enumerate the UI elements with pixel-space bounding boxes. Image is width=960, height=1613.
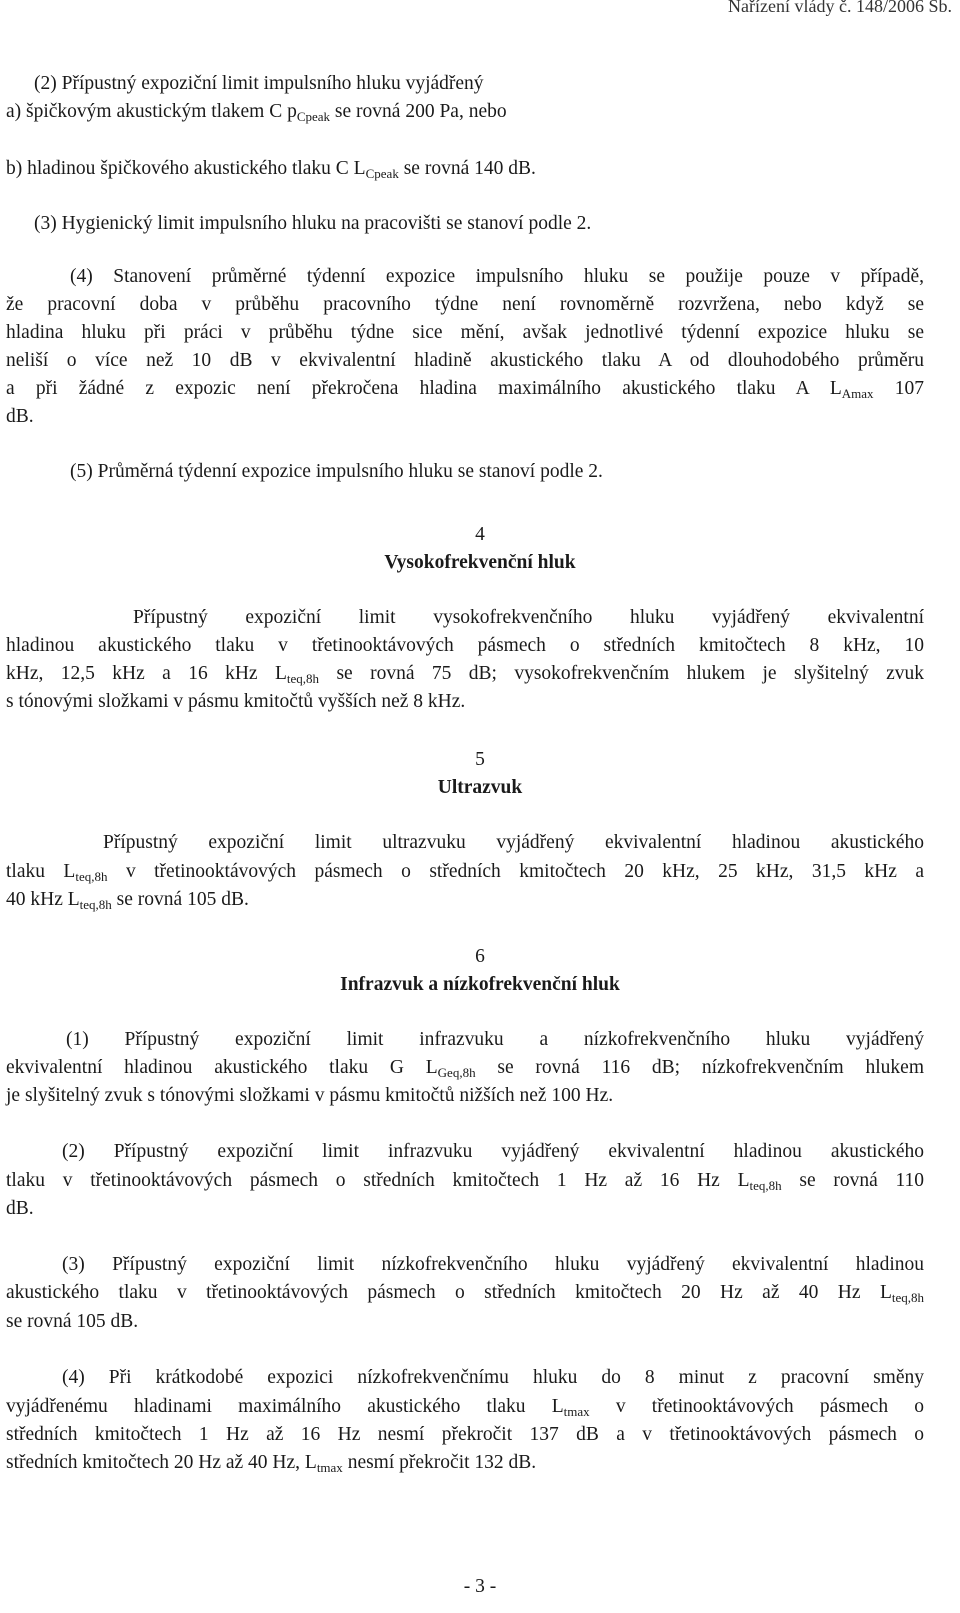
section-6-p3-line-1: (3) Přípustný expoziční limit nízkofrekvenčního hluku vyjádřený ekvivalentní hladinou: [62, 1254, 924, 1275]
section-6-p4-line-3: středních kmitočtech 1 Hz až 16 Hz nesmí překročit 137 dB a v třetinooktávových pásmech o: [6, 1424, 924, 1445]
section-6-p1-line-3: je slyšitelný zvuk s tónovými složkami v pásmu kmitočtů nižších než 100 Hz.: [6, 1085, 614, 1106]
section-6-p4-line-1: (4) Při krátkodobé expozici nízkofrekvenčnímu hluku do 8 minut z pracovní směny: [62, 1367, 924, 1388]
paragraph-2-intro: (2) Přípustný expoziční limit impulsního hluku vyjádřený: [34, 73, 484, 94]
paragraph-4-line-3: hladina hluku při práci v průběhu týdne sice mění, avšak jednotlivé týdenní expozice hluku se: [6, 322, 924, 343]
paragraph-4-line-6: dB.: [6, 406, 34, 427]
section-6-p3-line-3: se rovná 105 dB.: [6, 1311, 139, 1332]
paragraph-4-line-5: a při žádné z expozic není překročena hladina maximálního akustického tlaku A $L_{Amax}$ 107: [6, 378, 925, 401]
running-header: Nařízení vlády č. 148/2006 Sb.: [728, 0, 952, 16]
section-4-line-4: s tónovými složkami v pásmu kmitočtů vyšších než 8 kHz.: [6, 691, 466, 712]
section-5-line-3: 40 kHz $L_{teq,8h}$ se rovná 105 dB.: [6, 889, 249, 912]
section-6-number: 6: [475, 946, 485, 967]
paragraph-3: (3) Hygienický limit impulsního hluku na pracovišti se stanoví podle 2.: [34, 213, 592, 234]
section-6-p1-line-2: ekvivalentní hladinou akustického tlaku G $L_{Geq,8h}$ se rovná 116 dB; nízkofrekvenčním hlukem: [6, 1057, 924, 1080]
section-4-line-1: Přípustný expoziční limit vysokofrekvenčního hluku vyjádřený ekvivalentní: [133, 607, 924, 628]
section-5-title: Ultrazvuk: [437, 777, 523, 798]
section-6-p3-line-2: akustického tlaku v třetinooktávových pásmech o středních kmitočtech 20 Hz až 40 Hz $L_{teq,8h}$: [6, 1282, 924, 1305]
section-4-number: 4: [475, 524, 485, 545]
section-4-line-2: hladinou akustického tlaku v třetinooktávových pásmech o středních kmitočtech 8 kHz, 10: [6, 635, 924, 656]
section-6-p2-line-3: dB.: [6, 1198, 34, 1219]
section-5-number: 5: [475, 749, 485, 770]
paragraph-2-item-a: a) špičkovým akustickým tlakem C $p_{Cpeak}$ se rovná 200 Pa, nebo: [6, 101, 507, 124]
section-6-title: Infrazvuk a nízkofrekvenční hluk: [340, 974, 620, 995]
section-5-line-2: tlaku $L_{teq,8h}$ v třetinooktávových pásmech o středních kmitočtech 20 kHz, 25 kHz, 31,5 kHz a: [6, 861, 924, 884]
section-4-line-3: kHz, 12,5 kHz a 16 kHz $L_{teq,8h}$ se rovná 75 dB; vysokofrekvenčním hlukem je slyšitelný zvuk: [6, 663, 925, 686]
section-4-title: Vysokofrekvenční hluk: [384, 552, 576, 573]
section-6-p1-line-1: (1) Přípustný expoziční limit infrazvuku a nízkofrekvenčního hluku vyjádřený: [66, 1029, 924, 1050]
paragraph-4-line-4: neliší o více než 10 dB v ekvivalentní hladině akustického tlaku A od dlouhodobého průměru: [6, 350, 924, 371]
section-6-p4-line-4: středních kmitočtech 20 Hz až 40 Hz, $L_{tmax}$ nesmí překročit 132 dB.: [6, 1452, 537, 1475]
paragraph-5: (5) Průměrná týdenní expozice impulsního hluku se stanoví podle 2.: [70, 461, 603, 482]
paragraph-4-line-2: že pracovní doba v průběhu pracovního týdne není rovnoměrně rozvržena, nebo když se: [6, 294, 924, 315]
section-5-line-1: Přípustný expoziční limit ultrazvuku vyjádřený ekvivalentní hladinou akustického: [103, 832, 924, 853]
paragraph-2-item-b: b) hladinou špičkového akustického tlaku C $L_{Cpeak}$ se rovná 140 dB.: [6, 158, 536, 181]
section-6-p4-line-2: vyjádřenému hladinami maximálního akustického tlaku $L_{tmax}$ v třetinooktávových pásmech o: [6, 1396, 925, 1419]
section-6-p2-line-1: (2) Přípustný expoziční limit infrazvuku vyjádřený ekvivalentní hladinou akustického: [62, 1141, 924, 1162]
section-6-p2-line-2: tlaku v třetinooktávových pásmech o středních kmitočtech 1 Hz až 16 Hz $L_{teq,8h}$ se rovná 110: [6, 1170, 924, 1193]
page-number: - 3 -: [463, 1576, 497, 1597]
paragraph-4-line-1: (4) Stanovení průměrné týdenní expozice impulsního hluku se použije pouze v případě,: [70, 266, 924, 287]
